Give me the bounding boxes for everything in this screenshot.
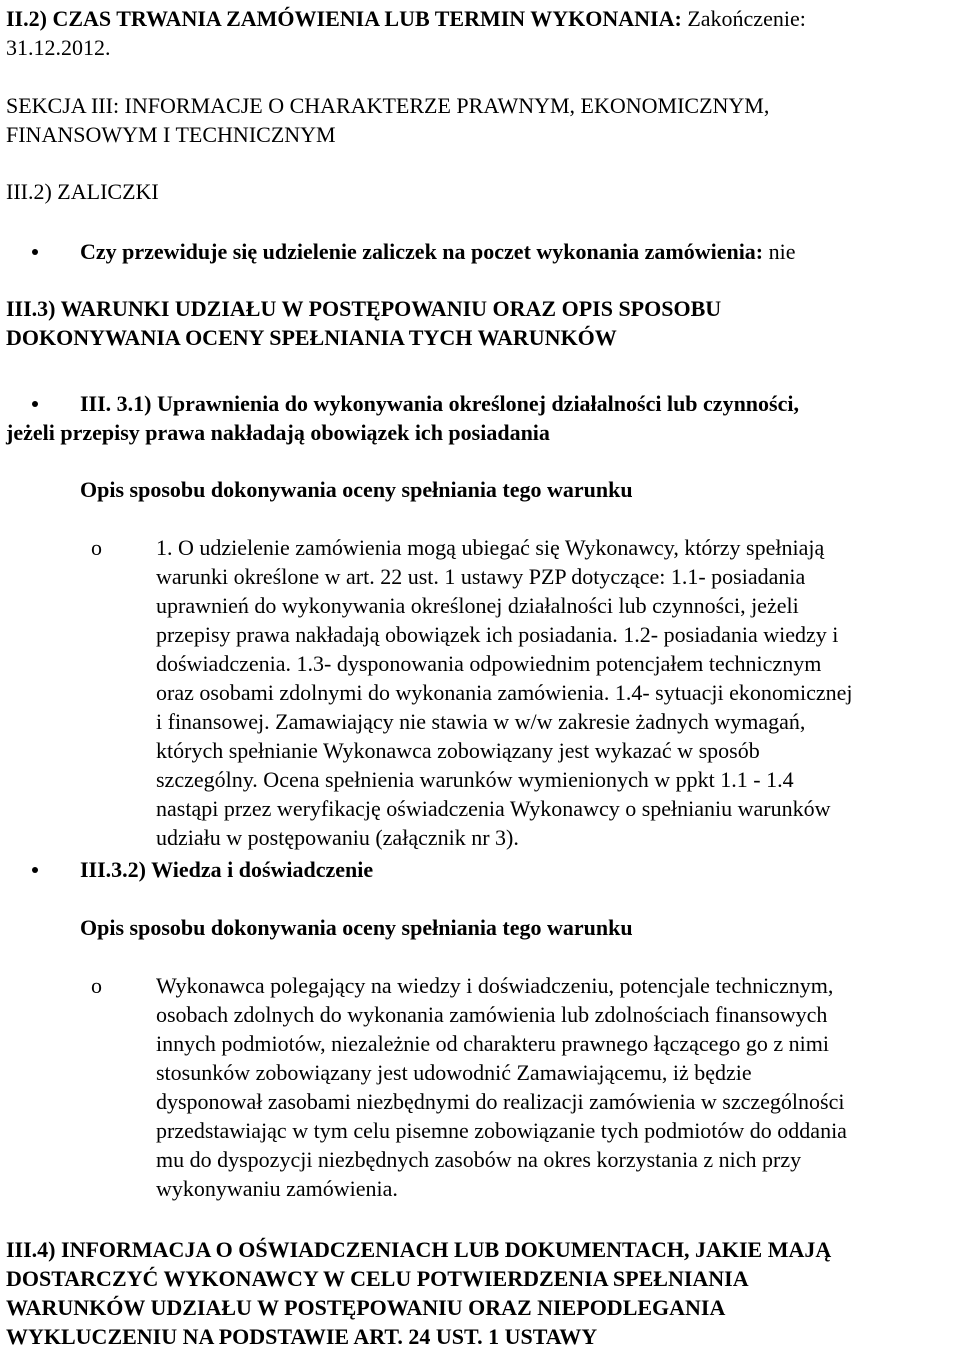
- item-line: uprawnień do wykonywania określonej działalności lub czynności, jeżeli: [156, 593, 799, 618]
- bullet-circle-icon: o: [91, 535, 102, 560]
- section-iii-line2: FINANSOWYM I TECHNICZNYM: [6, 122, 336, 147]
- section-iii2-heading-text: III.2) ZALICZKI: [6, 179, 159, 204]
- item-line: przepisy prawa nakładają obowiązek ich posiadania. 1.2- posiadania wiedzy i: [156, 622, 839, 647]
- section-iii31-line2: jeżeli przepisy prawa nakładają obowiązek ich posiadania: [6, 420, 550, 445]
- section-iii2-question: Czy przewiduje się udzielenie zaliczek na poczet wykonania zamówienia:: [80, 239, 764, 264]
- item-line: dysponował zasobami niezbędnymi do realizacji zamówienia w szczególności: [156, 1089, 845, 1114]
- item-line: i finansowej. Zamawiający nie stawia w w/w zakresie żadnych wymagań,: [156, 709, 806, 734]
- section-iii4-heading: [6, 1235, 956, 1351]
- item-line: warunki określone w art. 22 ust. 1 ustawy PZP dotyczące: 1.1- posiadania: [156, 564, 806, 589]
- section-iii-line1: SEKCJA III: INFORMACJE O CHARAKTERZE PRAWNYM, EKONOMICZNYM,: [6, 93, 770, 118]
- item-line: przedstawiając w tym celu pisemne zobowiązanie tych podmiotów do oddania: [156, 1118, 847, 1143]
- section-iii4-line: III.4) INFORMACJA O OŚWIADCZENIACH LUB DOKUMENTACH, JAKIE MAJĄ: [6, 1237, 832, 1262]
- section-iii4-line: WYKLUCZENIU NA PODSTAWIE ART. 24 UST. 1 USTAWY: [6, 1324, 598, 1349]
- item-line: szczególny. Ocena spełnienia warunków wymienionych w ppkt 1.1 - 1.4: [156, 767, 794, 792]
- section-iii4-line: WARUNKÓW UDZIAŁU W POSTĘPOWANIU ORAZ NIEPODLEGANIA: [6, 1295, 726, 1320]
- bullet-circle-icon: o: [91, 973, 102, 998]
- section-iii-heading: [6, 91, 956, 149]
- section-iii3-heading: [6, 294, 956, 352]
- section-ii2-value-prefix: Zakończenie:: [681, 6, 806, 31]
- bullet-disc-icon: [32, 401, 38, 407]
- section-ii2-date: 31.12.2012.: [6, 35, 111, 60]
- section-iii3-line2: DOKONYWANIA OCENY SPEŁNIANIA TYCH WARUNKÓW: [6, 325, 617, 350]
- item-line: osobach zdolnych do wykonania zamówienia lub zdolnościach finansowych: [156, 1002, 828, 1027]
- item-line: mu do dyspozycji niezbędnych zasobów na okres korzystania z nich przy: [156, 1147, 802, 1172]
- section-ii2-label: II.2) CZAS TRWANIA ZAMÓWIENIA LUB TERMIN WYKONANIA:: [6, 6, 682, 31]
- item-line: innych podmiotów, niezależnie od charakteru prawnego łączącego go z nimi: [156, 1031, 829, 1056]
- section-iii2-heading: [6, 177, 956, 206]
- bullet-disc-icon: [32, 867, 38, 873]
- item-line: których spełnianie Wykonawca zobowiązany jest wykazać w sposób: [156, 738, 760, 763]
- item-line: stosunków zobowiązany jest udowodnić Zamawiającemu, iż będzie: [156, 1060, 752, 1085]
- bullet-disc-icon: [32, 249, 38, 255]
- section-ii2: [6, 4, 956, 62]
- section-iii32-heading-text: III.3.2) Wiedza i doświadczenie: [80, 857, 374, 882]
- section-iii31-opis-text: Opis sposobu dokonywania oceny spełniania tego warunku: [80, 477, 633, 502]
- section-iii3-line1: III.3) WARUNKI UDZIAŁU W POSTĘPOWANIU ORAZ OPIS SPOSOBU: [6, 296, 722, 321]
- section-iii31-line1: III. 3.1) Uprawnienia do wykonywania określonej działalności lub czynności,: [80, 391, 799, 416]
- item-line: doświadczenia. 1.3- dysponowania odpowiednim potencjałem technicznym: [156, 651, 822, 676]
- item-line: wykonywaniu zamówienia.: [156, 1176, 398, 1201]
- item-line: nastąpi przez weryfikację oświadczenia Wykonawcy o spełnianiu warunków: [156, 796, 831, 821]
- item-line: Wykonawca polegający na wiedzy i doświadczeniu, potencjale technicznym,: [156, 973, 834, 998]
- section-iii4-line: DOSTARCZYĆ WYKONAWCY W CELU POTWIERDZENIA SPEŁNIANIA: [6, 1266, 749, 1291]
- section-iii2-answer: nie: [763, 239, 796, 264]
- item-line: udziału w postępowaniu (załącznik nr 3).: [156, 825, 519, 850]
- section-iii32-opis-text: Opis sposobu dokonywania oceny spełniania tego warunku: [80, 915, 633, 940]
- item-line: oraz osobami zdolnymi do wykonania zamówienia. 1.4- sytuacji ekonomicznej: [156, 680, 853, 705]
- item-line: 1. O udzielenie zamówienia mogą ubiegać się Wykonawcy, którzy spełniają: [156, 535, 825, 560]
